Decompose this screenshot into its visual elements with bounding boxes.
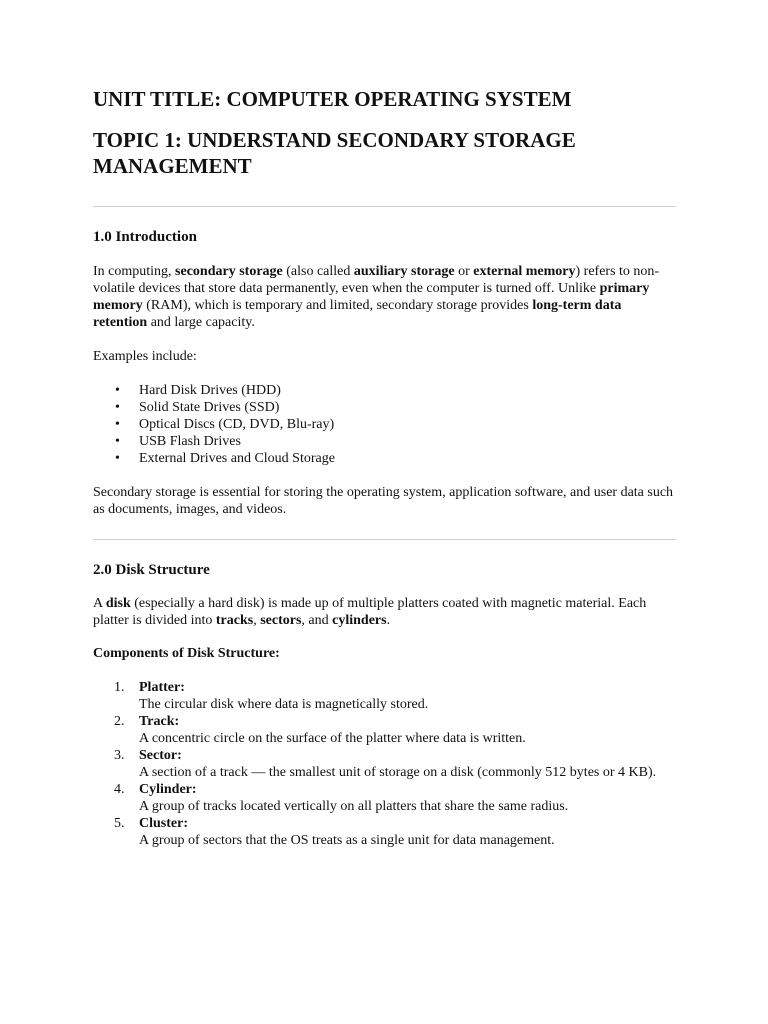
components-label — [93, 645, 676, 662]
component-term: Platter: — [139, 680, 185, 695]
text-run: (also called — [282, 264, 354, 279]
list-item — [93, 382, 676, 399]
list-item — [93, 815, 676, 849]
list-number: 4. — [114, 782, 125, 797]
examples-list — [93, 382, 676, 467]
list-item-text: Hard Disk Drives (HDD) — [139, 383, 281, 398]
intro-closing-paragraph: Secondary storage is essential for storing the operating system, application software, and user data such as documents, images, and videos. — [93, 485, 674, 517]
list-number: 5. — [114, 816, 125, 831]
examples-label: Examples include: — [93, 349, 197, 364]
bullet-icon: • — [115, 451, 120, 466]
document-body — [93, 86, 676, 849]
text-run: ) refers to non-volatile devices that store data permanently, even when the computer is turned off. Unlike — [93, 264, 660, 296]
component-term: Cluster: — [139, 816, 188, 831]
component-description: A concentric circle on the surface of the platter where data is written. — [139, 731, 526, 746]
text-run: and large capacity. — [147, 315, 255, 330]
bullet-icon: • — [115, 400, 120, 415]
term-sectors: sectors — [260, 613, 302, 628]
component-description: The circular disk where data is magnetically stored. — [139, 697, 429, 712]
term-primary-memory: primary memory — [93, 281, 650, 313]
list-item — [93, 450, 676, 467]
list-item-text: Solid State Drives (SSD) — [139, 400, 280, 415]
component-description: A group of sectors that the OS treats as a single unit for data management. — [139, 833, 555, 848]
list-item — [93, 416, 676, 433]
list-item — [93, 679, 676, 713]
text-run: (RAM), which is temporary and limited, secondary storage provides — [142, 298, 533, 313]
disk-heading: 2.0 Disk Structure — [93, 562, 210, 578]
section-divider — [93, 539, 676, 540]
text-run: , and — [301, 613, 333, 628]
text-run: In computing, — [93, 264, 176, 279]
topic-title: TOPIC 1: UNDERSTAND SECONDARY STORAGE MANAGEMENT — [93, 128, 576, 178]
list-number: 1. — [114, 680, 125, 695]
components-label-text: Components of Disk Structure: — [93, 646, 280, 661]
list-item-text: External Drives and Cloud Storage — [139, 451, 335, 466]
text-run: or — [454, 264, 474, 279]
term-secondary-storage: secondary storage — [175, 264, 283, 279]
list-item — [93, 747, 676, 781]
list-number: 3. — [114, 748, 125, 763]
list-number: 2. — [114, 714, 125, 729]
section-divider — [93, 206, 676, 207]
term-long-term-retention: long-term data retention — [93, 298, 622, 330]
component-term: Sector: — [139, 748, 182, 763]
term-external-memory: external memory — [473, 264, 576, 279]
intro-paragraph — [93, 263, 676, 331]
intro-heading: 1.0 Introduction — [93, 229, 197, 245]
text-run: . — [386, 613, 391, 628]
component-term: Cylinder: — [139, 782, 197, 797]
unit-title: UNIT TITLE: COMPUTER OPERATING SYSTEM — [93, 87, 572, 111]
text-run: (especially a hard disk) is made up of multiple platters coated with magnetic material. Each platter is divided into — [93, 596, 647, 628]
term-disk: disk — [105, 596, 131, 611]
components-list — [93, 679, 676, 849]
disk-paragraph — [93, 595, 676, 629]
list-item-text: Optical Discs (CD, DVD, Blu-ray) — [139, 417, 335, 432]
bullet-icon: • — [115, 417, 120, 432]
text-run: , — [253, 613, 261, 628]
component-description: A group of tracks located vertically on all platters that share the same radius. — [139, 799, 569, 814]
list-item — [93, 399, 676, 416]
list-item — [93, 713, 676, 747]
term-tracks: tracks — [215, 613, 254, 628]
term-cylinders: cylinders — [332, 613, 387, 628]
term-auxiliary-storage: auxiliary storage — [353, 264, 455, 279]
text-run: A — [93, 596, 106, 611]
bullet-icon: • — [115, 383, 120, 398]
bullet-icon: • — [115, 434, 120, 449]
component-description: A section of a track — the smallest unit of storage on a disk (commonly 512 bytes or 4 KB). — [139, 765, 657, 780]
list-item-text: USB Flash Drives — [139, 434, 241, 449]
list-item — [93, 781, 676, 815]
list-item — [93, 433, 676, 450]
component-term: Track: — [139, 714, 180, 729]
